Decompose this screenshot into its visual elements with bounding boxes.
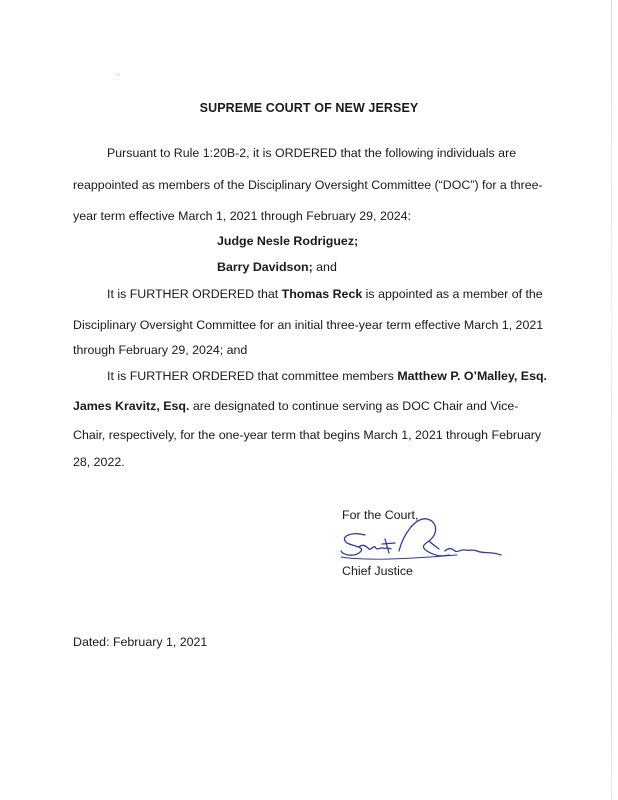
para2-line1 [107,287,543,301]
para3-line1 [107,369,547,383]
appointee-2-name: Barry Davidson; [217,260,313,274]
dated-line: Dated: February 1, 2021 [73,635,208,649]
para3-name1: Matthew P. O’Malley, Esq. [397,369,547,383]
appointee-2-suffix: and [312,260,337,274]
para2-prefix: It is FURTHER ORDERED that [107,287,282,301]
for-the-court: For the Court, [342,508,419,522]
para3-line4: 28, 2022. [73,455,125,469]
para3-prefix: It is FURTHER ORDERED that committee members [107,369,398,383]
para2-suffix: is appointed as a member of the [362,287,543,301]
para2-name: Thomas Reck [281,287,363,301]
signature [337,513,517,568]
para2-line3: through February 29, 2024; and [73,343,248,357]
para1-line1: Pursuant to Rule 1:20B-2, it is ORDERED that the following individuals are [107,146,517,160]
para3-name2: James Kravitz, Esq. [73,399,190,413]
court-title: SUPREME COURT OF NEW JERSEY [199,101,419,115]
chief-justice-title: Chief Justice [342,564,413,578]
para3-line2 [73,399,518,413]
appointee-1-name: Judge Nesle Rodriguez; [217,234,359,248]
scan-edge [611,0,612,800]
appointee-1 [217,234,358,248]
para2-line2: Disciplinary Oversight Committee for an initial three-year term effective March 1, 2021 [73,318,544,332]
para3-line2-suffix: are designated to continue serving as DOC Chair and Vice- [189,399,519,413]
para1-line2: reappointed as members of the Disciplinary Oversight Committee (“DOC”) for a three- [73,178,543,192]
para3-line3: Chair, respectively, for the one-year term that begins March 1, 2021 through February [73,428,542,442]
appointee-2 [217,260,337,274]
scan-speck [118,74,119,75]
para1-line3: year term effective March 1, 2021 through February 29, 2024: [73,209,411,223]
